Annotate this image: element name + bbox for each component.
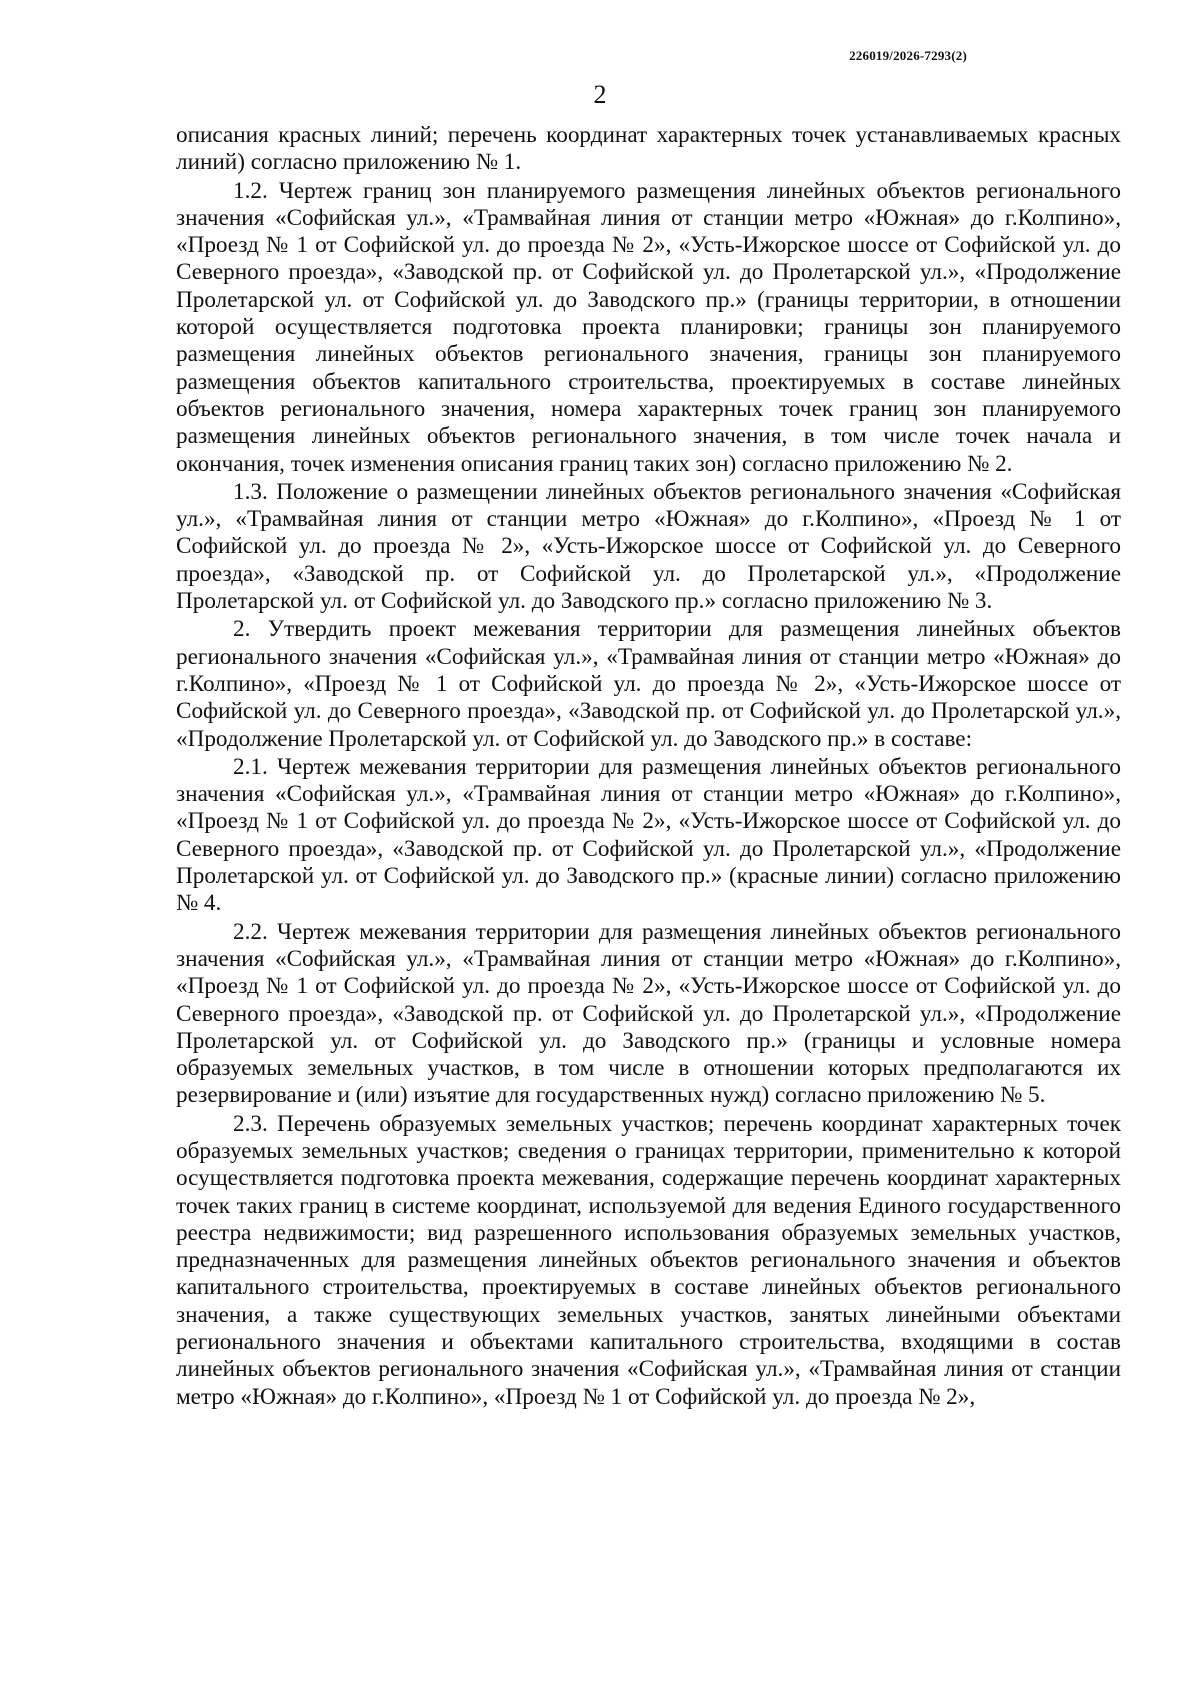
paragraph-1-3: 1.3. Положение о размещении линейных объектов регионального значения «Софийская ул.», «Трамвайная линия от станции метро «Южная» до г.Колпино», «Проезд № 1 от Софийской ул. до проезда № 2», «Усть-Ижорское шоссе от Софийской ул. до Северного проезда», «Заводской пр. от Софийской ул. до Пролетарской ул.», «Продолжение Пролетарской ул. от Софийской ул. до Заводского пр.» согласно приложению № 3. <box>176 478 1121 615</box>
paragraph-2-2: 2.2. Чертеж межевания территории для размещения линейных объектов регионального значения «Софийская ул.», «Трамвайная линия от станции метро «Южная» до г.Колпино», «Проезд № 1 от Софийской ул. до проезда № 2», «Усть-Ижорское шоссе от Софийской ул. до Северного проезда», «Заводской пр. от Софийской ул. до Пролетарской ул.», «Продолжение Пролетарской ул. от Софийской ул. до Заводского пр.» (границы и условные номера образуемых земельных участков, в том числе в отношении которых предполагаются их резервирование и (или) изъятие для государственных нужд) согласно приложению № 5. <box>176 918 1121 1109</box>
document-body <box>176 122 1121 1412</box>
paragraph-2: 2. Утвердить проект межевания территории для размещения линейных объектов регионального значения «Софийская ул.», «Трамвайная линия от станции метро «Южная» до г.Колпино», «Проезд № 1 от Софийской ул. до проезда № 2», «Усть-Ижорское шоссе от Софийской ул. до Северного проезда», «Заводской пр. от Софийской ул. до Пролетарской ул.», «Продолжение Пролетарской ул. от Софийской ул. до Заводского пр.» в составе: <box>176 616 1121 752</box>
paragraph-2-3: 2.3. Перечень образуемых земельных участков; перечень координат характерных точек образуемых земельных участков; сведения о границах территории, применительно к которой осуществляется подготовка проекта межевания, содержащие перечень координат характерных точек таких границ в системе координат, используемой для ведения Единого государственного реестра недвижимости; вид разрешенного использования образуемых земельных участков, предназначенных для размещения линейных объектов регионального значения и объектов капитального строительства, проектируемых в составе линейных объектов регионального значения, а также существующих земельных участков, занятых линейными объектами регионального значения и объектами капитального строительства, входящими в состав линейных объектов регионального значения «Софийская ул.», «Трамвайная линия от станции метро «Южная» до г.Колпино», «Проезд № 1 от Софийской ул. до проезда № 2», <box>176 1110 1121 1410</box>
paragraph-1-2: 1.2. Чертеж границ зон планируемого размещения линейных объектов регионального значения «Софийская ул.», «Трамвайная линия от станции метро «Южная» до г.Колпино», «Проезд № 1 от Софийской ул. до проезда № 2», «Усть-Ижорское шоссе от Софийской ул. до Северного проезда», «Заводской пр. от Софийской ул. до Пролетарской ул.», «Продолжение Пролетарской ул. от Софийской ул. до Заводского пр.» (границы территории, в отношении которой осуществляется подготовка проекта планировки; границы зон планируемого размещения линейных объектов регионального значения, границы зон планируемого размещения объектов капитального строительства, проектируемых в составе линейных объектов регионального значения, номера характерных точек границ зон планируемого размещения линейных объектов регионального значения, в том числе точек начала и окончания, точек изменения описания границ таких зон) согласно приложению № 2. <box>176 177 1121 477</box>
page-number: 2 <box>593 80 607 109</box>
paragraph-continuation: описания красных линий; перечень координат характерных точек устанавливаемых красных линий) согласно приложению № 1. <box>176 122 1121 176</box>
paragraph-2-1: 2.1. Чертеж межевания территории для размещения линейных объектов регионального значения «Софийская ул.», «Трамвайная линия от станции метро «Южная» до г.Колпино», «Проезд № 1 от Софийской ул. до проезда № 2», «Усть-Ижорское шоссе от Софийской ул. до Северного проезда», «Заводской пр. от Софийской ул. до Пролетарской ул.», «Продолжение Пролетарской ул. от Софийской ул. до Заводского пр.» (красные линии) согласно приложению № 4. <box>176 753 1121 917</box>
document-registration-number: 226019/2026-7293(2) <box>849 48 967 63</box>
